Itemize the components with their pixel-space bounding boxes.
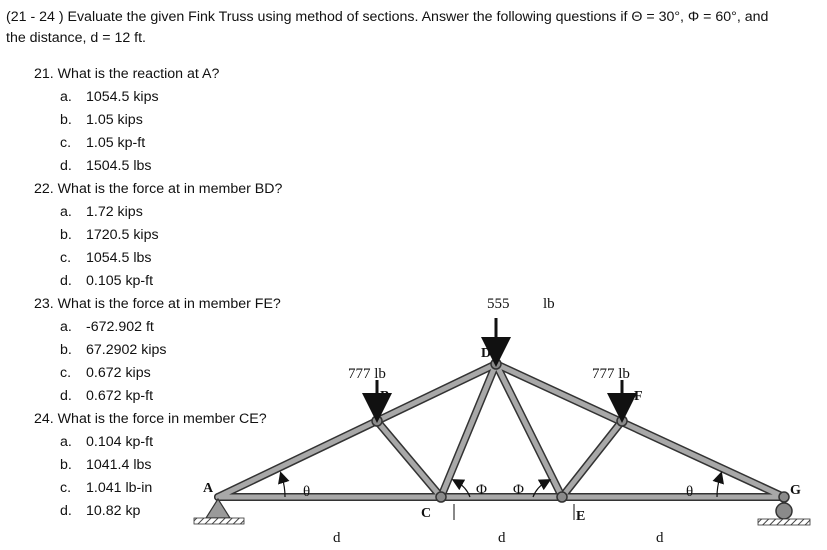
pin-support-a bbox=[194, 499, 244, 524]
option-22b bbox=[34, 224, 334, 247]
option-22a bbox=[34, 201, 334, 224]
question-22: 22. What is the force at in member BD? bbox=[34, 181, 283, 197]
option-letter: a. bbox=[60, 204, 72, 220]
load-b-label: 777 lb bbox=[348, 366, 386, 382]
joint-d bbox=[491, 359, 501, 369]
option-text: 0.672 kips bbox=[86, 365, 151, 381]
dimension-d-2: d bbox=[498, 530, 506, 546]
header-line-2: the distance, d = 12 ft. bbox=[6, 30, 146, 46]
option-letter: a. bbox=[60, 434, 72, 450]
header-line-1: (21 - 24 ) Evaluate the given Fink Truss using method of sections. Answer the following questions if Θ = 30°, Φ = 60°, and bbox=[6, 9, 769, 25]
node-label-f: F bbox=[634, 389, 643, 404]
option-21c bbox=[34, 132, 334, 155]
option-text: 1054.5 lbs bbox=[86, 250, 152, 266]
node-label-c: C bbox=[421, 506, 432, 521]
load-d-value: 555 bbox=[487, 296, 510, 312]
option-letter: b. bbox=[60, 342, 72, 358]
option-letter: b. bbox=[60, 227, 72, 243]
option-text: 1504.5 lbs bbox=[86, 158, 152, 174]
theta-label-left: θ bbox=[303, 484, 311, 500]
option-text: 67.2902 kips bbox=[86, 342, 167, 358]
option-letter: d. bbox=[60, 503, 72, 519]
question-24: 24. What is the force in member CE? bbox=[34, 411, 267, 427]
joint-c bbox=[436, 492, 446, 502]
option-letter: b. bbox=[60, 112, 72, 128]
option-letter: b. bbox=[60, 457, 72, 473]
load-f-label: 777 lb bbox=[592, 366, 630, 382]
phi-label-e: Φ bbox=[513, 482, 524, 498]
option-text: 1.041 lb-in bbox=[86, 480, 153, 496]
option-text: 1720.5 kips bbox=[86, 227, 159, 243]
question-21: 21. What is the reaction at A? bbox=[34, 66, 220, 82]
node-label-e: E bbox=[576, 509, 586, 524]
option-22c bbox=[34, 247, 334, 270]
dimension-d-1: d bbox=[333, 530, 341, 546]
option-letter: c. bbox=[60, 480, 72, 496]
truss-members bbox=[218, 364, 784, 497]
option-text: 1.05 kp-ft bbox=[86, 135, 146, 151]
option-letter: d. bbox=[60, 273, 72, 289]
load-d-unit: lb bbox=[543, 296, 555, 312]
question-23: 23. What is the force at in member FE? bbox=[34, 296, 281, 312]
node-label-b: B bbox=[380, 389, 390, 404]
joint-b bbox=[372, 416, 382, 426]
option-letter: d. bbox=[60, 388, 72, 404]
truss-joints bbox=[372, 359, 627, 502]
fink-truss-diagram bbox=[180, 285, 825, 550]
joint-f bbox=[617, 416, 627, 426]
option-letter: c. bbox=[60, 365, 72, 381]
option-text: 1054.5 kips bbox=[86, 89, 159, 105]
option-text: 10.82 kp bbox=[86, 503, 141, 519]
option-text: 0.672 kp-ft bbox=[86, 388, 154, 404]
option-text: 1.05 kips bbox=[86, 112, 143, 128]
option-letter: d. bbox=[60, 158, 72, 174]
joint-e bbox=[557, 492, 567, 502]
option-letter: a. bbox=[60, 89, 72, 105]
option-text: 0.105 kp-ft bbox=[86, 273, 154, 289]
dimension-ticks bbox=[454, 504, 574, 520]
option-21a bbox=[34, 86, 334, 109]
option-text: 0.104 kp-ft bbox=[86, 434, 154, 450]
option-21b bbox=[34, 109, 334, 132]
node-label-a: A bbox=[203, 481, 214, 496]
phi-label-c: Φ bbox=[476, 482, 487, 498]
option-21d bbox=[34, 155, 334, 178]
option-letter: a. bbox=[60, 319, 72, 335]
node-label-g: G bbox=[790, 483, 801, 498]
node-label-d: D bbox=[481, 346, 492, 361]
option-letter: c. bbox=[60, 250, 72, 266]
option-text: -672.902 ft bbox=[86, 319, 154, 335]
theta-label-right: θ bbox=[686, 484, 694, 500]
problem-header bbox=[6, 7, 816, 49]
option-text: 1.72 kips bbox=[86, 204, 143, 220]
dimension-d-3: d bbox=[656, 530, 664, 546]
option-text: 1041.4 lbs bbox=[86, 457, 152, 473]
option-letter: c. bbox=[60, 135, 72, 151]
